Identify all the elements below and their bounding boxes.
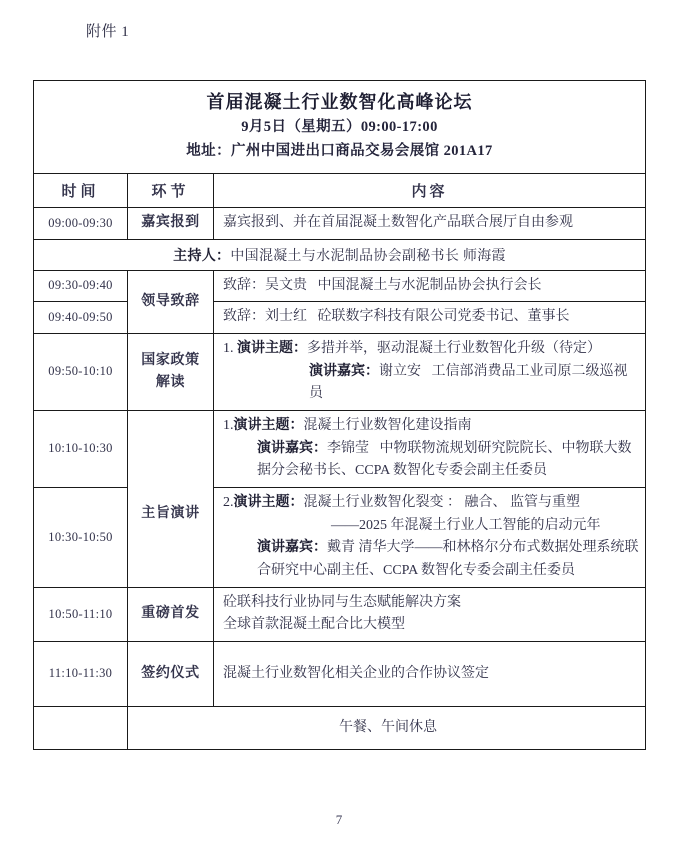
- host-label: 主持人：: [173, 248, 231, 264]
- attachment-label: 附件 1: [86, 24, 130, 40]
- keynote-1-guest-label: 演讲嘉宾：: [257, 440, 327, 456]
- policy-item-number: 1.: [223, 340, 234, 356]
- cell-segment-launch: 重磅首发: [128, 587, 214, 641]
- cell-time-lunch: [34, 706, 128, 749]
- leader-1-label: 致辞：: [223, 277, 265, 293]
- launch-line-2: 全球首款混凝土配合比大模型: [223, 617, 405, 633]
- leader-2-label: 致辞：: [223, 309, 265, 325]
- leader-1-speaker: 吴文贵: [265, 277, 307, 293]
- keynote-2-guest-label: 演讲嘉宾：: [257, 540, 327, 556]
- policy-guest-label: 演讲嘉宾：: [309, 363, 379, 379]
- table-row-signing: [34, 641, 646, 706]
- keynote-2-guest-title: 清华大学——和林格尔分布式数据处理系统联合研究中心副主任、CCPA 数智化专委会副主任委员: [257, 540, 639, 578]
- table-row-leader-speech-2: [34, 302, 646, 334]
- cell-time-policy: 09:50-10:10: [34, 333, 128, 410]
- cell-content-keynote-1: [214, 410, 646, 487]
- table-row-keynote-1: [34, 410, 646, 487]
- cell-host: [34, 239, 646, 270]
- keynote-2-item-number: 2.: [223, 494, 234, 510]
- cell-content-signing: 混凝土行业数智化相关企业的合作协议签定: [214, 641, 646, 706]
- leader-1-affiliation: 中国混凝土与水泥制品协会执行会长: [317, 277, 542, 293]
- policy-guest-line: [223, 361, 639, 406]
- policy-guest-name: 谢立安: [379, 363, 421, 379]
- launch-line-1: 砼联科技行业协同与生态赋能解决方案: [223, 594, 461, 610]
- keynote-1-topic: 混凝土行业数智化建设指南: [303, 417, 472, 433]
- keynote-2-topic-line: [223, 492, 639, 515]
- keynote-1-topic-line: [223, 415, 639, 438]
- policy-segment-line-1: 国家政策: [141, 353, 200, 369]
- table-row-host: [34, 239, 646, 270]
- cell-content-lunch: 午餐、午间休息: [128, 706, 646, 749]
- policy-guest-title: 工信部消费品工业司原二级巡视员: [309, 363, 628, 402]
- cell-time-leader-1: 09:30-09:40: [34, 270, 128, 302]
- cell-content-policy: [214, 333, 646, 410]
- keynote-2-guest-name: 戴青: [327, 540, 355, 556]
- table-row-launch: [34, 587, 646, 641]
- cell-segment-keynote: [128, 410, 214, 587]
- keynote-1-topic-label: 演讲主题：: [233, 417, 304, 433]
- table-row-registration: [34, 207, 646, 239]
- column-header-time: 时间: [34, 173, 128, 207]
- keynote-2-topic-line-2-wrap: [223, 515, 639, 538]
- title-block-cell: [34, 81, 646, 174]
- cell-time-registration: 09:00-09:30: [34, 207, 128, 239]
- keynote-1-item-number: 1.: [223, 417, 234, 433]
- column-header-content: 内容: [214, 173, 646, 207]
- policy-topic: 多措并举，驱动混凝土行业数智化升级（待定）: [307, 340, 601, 356]
- leader-2-affiliation: 砼联数字科技有限公司党委书记、董事长: [317, 309, 570, 325]
- forum-date: 9月5日（星期五）09:00-17:00: [241, 119, 438, 135]
- policy-segment-line-2: 解读: [155, 374, 186, 390]
- cell-content-launch: [214, 587, 646, 641]
- table-header-row: [34, 173, 646, 207]
- table-row-policy: [34, 333, 646, 410]
- cell-time-launch: 10:50-11:10: [34, 587, 128, 641]
- cell-time-signing: 11:10-11:30: [34, 641, 128, 706]
- page-number: 7: [335, 812, 343, 827]
- keynote-2-topic-label: 演讲主题：: [233, 494, 304, 510]
- cell-time-keynote-1: 10:10-10:30: [34, 410, 128, 487]
- keynote-1-guest-name: 李锦莹: [327, 440, 369, 456]
- leader-2-speaker: 刘士红: [265, 309, 307, 325]
- cell-content-leader-1: [214, 270, 646, 302]
- forum-address: 地址：广州中国进出口商品交易会展馆 201A17: [186, 142, 493, 159]
- cell-content-registration: 嘉宾报到、并在首届混凝土数智化产品联合展厅自由参观: [214, 207, 646, 239]
- keynote-1-guest-title: 中物联物流规划研究院院长、中物联大数据分会秘书长、CCPA 数智化专委会副主任委员: [257, 440, 632, 479]
- keynote-2-guest-line: [223, 537, 639, 582]
- cell-segment-policy: [128, 333, 214, 410]
- table-row-leader-speech-1: [34, 270, 646, 302]
- cell-content-leader-2: [214, 302, 646, 334]
- keynote-2-topic-line-2: ——2025 年混凝土行业人工智能的启动元年: [331, 517, 601, 533]
- policy-topic-label: 演讲主题：: [237, 340, 307, 356]
- cell-segment-registration: 嘉宾报到: [128, 207, 214, 239]
- cell-content-keynote-2: [214, 487, 646, 587]
- table-row-title: [34, 81, 646, 174]
- agenda-table: [33, 80, 646, 750]
- forum-title: 首届混凝土行业数智化高峰论坛: [206, 92, 473, 112]
- policy-topic-line: [223, 338, 639, 361]
- table-row-keynote-2: [34, 487, 646, 587]
- host-value: 中国混凝土与水泥制品协会副秘书长 师海霞: [230, 248, 506, 264]
- cell-segment-leader-speech: 领导致辞: [128, 270, 214, 333]
- keynote-segment-label: 主旨演讲: [141, 505, 200, 521]
- table-row-lunch: [34, 706, 646, 749]
- keynote-2-topic-line-1: 混凝土行业数智化裂变 ： 融合、 监管与重塑: [303, 494, 580, 510]
- column-header-segment: 环节: [128, 173, 214, 207]
- cell-time-keynote-2: 10:30-10:50: [34, 487, 128, 587]
- cell-time-leader-2: 09:40-09:50: [34, 302, 128, 334]
- cell-segment-signing: 签约仪式: [128, 641, 214, 706]
- keynote-1-guest-line: [223, 438, 639, 483]
